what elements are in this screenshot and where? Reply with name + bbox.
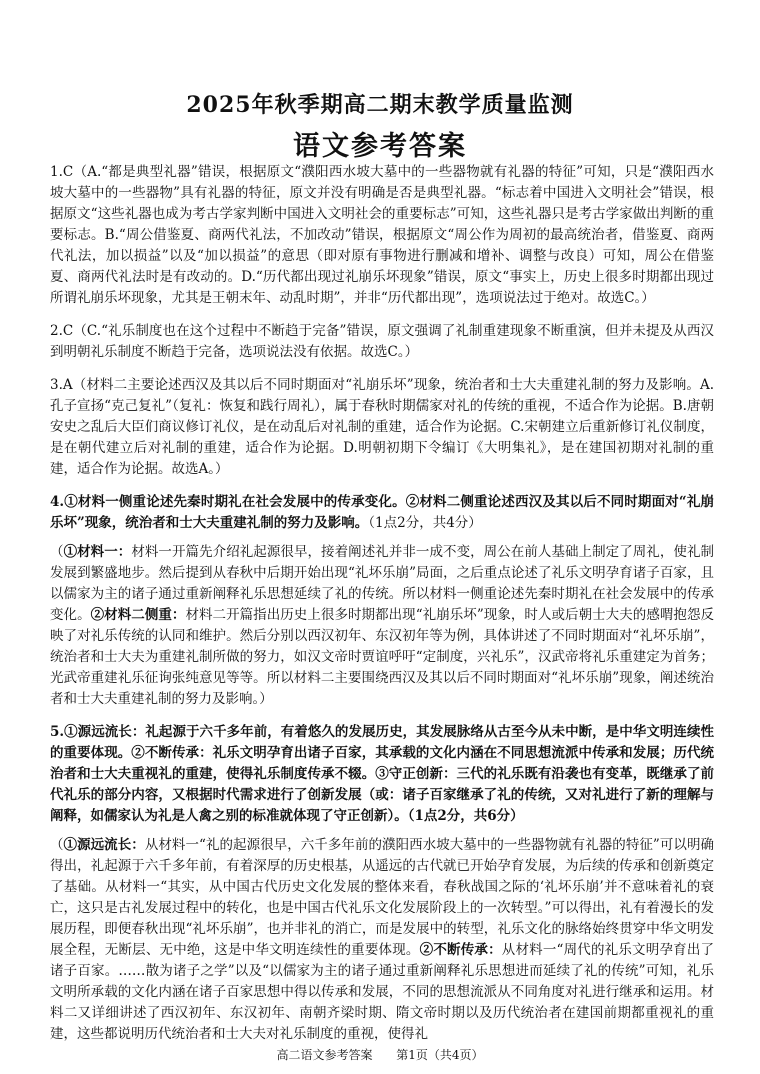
q5-note-open: （	[50, 837, 64, 853]
answer-q4-score: （1点2分，共4分）	[368, 515, 482, 531]
q4-note-2-text: 材料二开篇指出历史上很多时期都出现“礼崩乐坏”现象，时人或后朝士大夫的感喟抱怨反映了对礼乐传统的认同和维护。然后分别以西汉初年、东汉初年等为例，具体讲述了不同时期面对“礼坏乐崩”，统治者和士大夫为重建礼制所做的努力，如汉文帝时贾谊呼吁“定制度，兴礼乐”，汉武帝将礼乐重建定为首务；光武帝重建礼乐征询张纯意见等等。所以材料二主要围绕西汉及其以后不同时期面对“礼坏乐崩”现象，阐述统治者和士大夫重建礼制的努力及影响。）	[50, 607, 714, 707]
document-title: 语文参考答案	[293, 131, 467, 162]
answer-q3: 3.A（材料二主要论述西汉及其以后不同时期面对“礼崩乐坏”现象，统治者和士大夫重建礼制的努力及影响。A.孔子宣扬“克己复礼”（复礼：恢复和践行周礼），属于春秋时期儒家对礼的传统的重视，不适合作为论据。B.唐朝安史之乱后大臣们商议修订礼仪，是在动乱后对礼制的重建，适合作为论据。C.宋朝建立后重新修订礼仪制度，是在朝代建立后对礼制的重建，适合作为论据。D.明朝初期下令编订《大明集礼》，是在建国初期对礼制的重建，适合作为论据。故选A。）	[50, 377, 714, 477]
answer-q5-key-points: 5.①源远流长：礼起源于六千多年前，有着悠久的发展历史，其发展脉络从古至今从未中断，是中华文明连续性的重要体现。②不断传承：礼乐文明孕育出诸子百家，其承载的文化内涵在不同思想流派中传承和发展；历代统治者和士大夫重视礼的重建，使得礼乐制度传承不辍。③守正创新：三代的礼乐既有沿袭也有变革，既继承了前代礼乐的部分内容，又根据时代需求进行了创新发展（或：诸子百家继承了礼的传统，又对礼进行了新的理解与阐释，如儒家认为礼是人禽之别的标准就体现了守正创新）。	[50, 724, 714, 824]
answer-q5-explanation	[50, 835, 714, 1045]
exam-title: 2025年秋季期高二期末教学质量监测	[186, 92, 574, 118]
q4-note-1-label: ①材料一：	[63, 544, 132, 560]
q5-note-2-label: ②不断传承：	[419, 942, 502, 958]
q5-note-1-label: ①源远流长：	[63, 837, 145, 853]
footer-doc-name: 高二语文参考答案	[276, 1048, 373, 1062]
footer-page-number: 第1页（共4页）	[396, 1048, 484, 1062]
answer-q5	[50, 722, 714, 827]
q4-note-2-label: ②材料二侧重：	[90, 607, 186, 623]
q5-note-2-text: 从材料一“周代的礼乐文明孕育出了诸子百家。……散为诸子之学”以及“以儒家为主的诸子通过重新阐释礼乐思想进而延续了礼的传统”可知，礼乐文明所承载的文化内涵在诸子百家思想中得以传承和发展，不同的思想流派从不同角度对礼进行继承和运用。材料二又详细讲述了西汉初年、东汉初年、南朝齐梁时期、隋文帝时期以及历代统治者在建国前期都重视礼的重建，这些都说明历代统治者和士大夫对礼乐制度的重视，使得礼	[50, 942, 715, 1042]
answer-q4	[50, 492, 714, 534]
q4-note-open: （	[50, 544, 64, 560]
answer-q4-explanation	[50, 542, 714, 710]
answer-q2: 2.C（C.“礼乐制度也在这个过程中不断趋于完备”错误，原文强调了礼制重建现象不断重演，但并未提及从西汉到明朝礼乐制度不断趋于完备，选项说法没有依据。故选C。）	[50, 323, 714, 360]
answer-q4-key-points: 4.①材料一侧重论述先秦时期礼在社会发展中的传承变化。②材料二侧重论述西汉及其以后不同时期面对“礼崩乐坏”现象，统治者和士大夫重建礼制的努力及影响。	[50, 494, 714, 531]
page-footer	[0, 1046, 760, 1063]
answer-q1: 1.C（A.“都是典型礼器”错误，根据原文“濮阳西水坡大墓中的一些器物就有礼器的特征”可知，只是“濮阳西水坡大墓中的一些器物”具有礼器的特征，原文并没有明确是否是典型礼器。“标志着中国进入文明社会”错误，根据原文“这些礼器也成为考古学家判断中国进入文明社会的重要标志”可知，这些礼器只是考古学家做出判断的重要标志。B.“周公借鉴夏、商两代礼法，不加改动”错误，根据原文“周公作为周初的最高统治者，借鉴夏、商两代礼法，加以损益”以及“加以损益”的意思（即对原有事物进行删减和增补、调整与改良）可知，周公在借鉴夏、商两代礼法时是有改动的。D.“历代都出现过礼崩乐坏现象”错误，原文“事实上，历史上很多时期都出现过所谓礼崩乐坏现象，尤其是王朝末年、动乱时期”，并非“历代都出现”，选项说法过于绝对。故选C。）	[50, 164, 714, 306]
answer-content	[50, 162, 714, 1057]
q5-note-1-text: 从材料一“礼的起源很早，六千多年前的濮阳西水坡大墓中的一些器物就有礼器的特征”可以明确得出，礼起源于六千多年前，有着深厚的历史根基，从遥远的古代就已开始孕育发展，为后续的传承和创新奠定了基础。从材料一“其实，从中国古代历史文化发展的整体来看，春秋战国之际的‘礼坏乐崩’并不意味着礼的衰亡，这只是古礼发展过程中的转化，也是中国古代礼乐文化发展阶段上的一次转型。”可以得出，礼有着漫长的发展历程，即便春秋出现“礼坏乐崩”，也并非礼的消亡，而是发展中的转型，礼乐文化的脉络始终贯穿中华文明发展全程，无断层、无中绝，这是中华文明连续性的重要体现。	[50, 837, 715, 958]
answer-q5-score: （1点2分，共6分）	[407, 808, 524, 824]
q4-note-1-text: 材料一开篇先介绍礼起源很早，接着阐述礼并非一成不变，周公在前人基础上制定了周礼，使礼制发展到繁盛地步。然后提到从春秋中后期开始出现“礼坏乐崩”局面，之后重点论述了礼乐文明孕育诸子百家，且以儒家为主的诸子通过重新阐释礼乐思想延续了礼的传统。所以材料一侧重论述先秦时期礼在社会发展中的传承变化。	[50, 544, 715, 623]
